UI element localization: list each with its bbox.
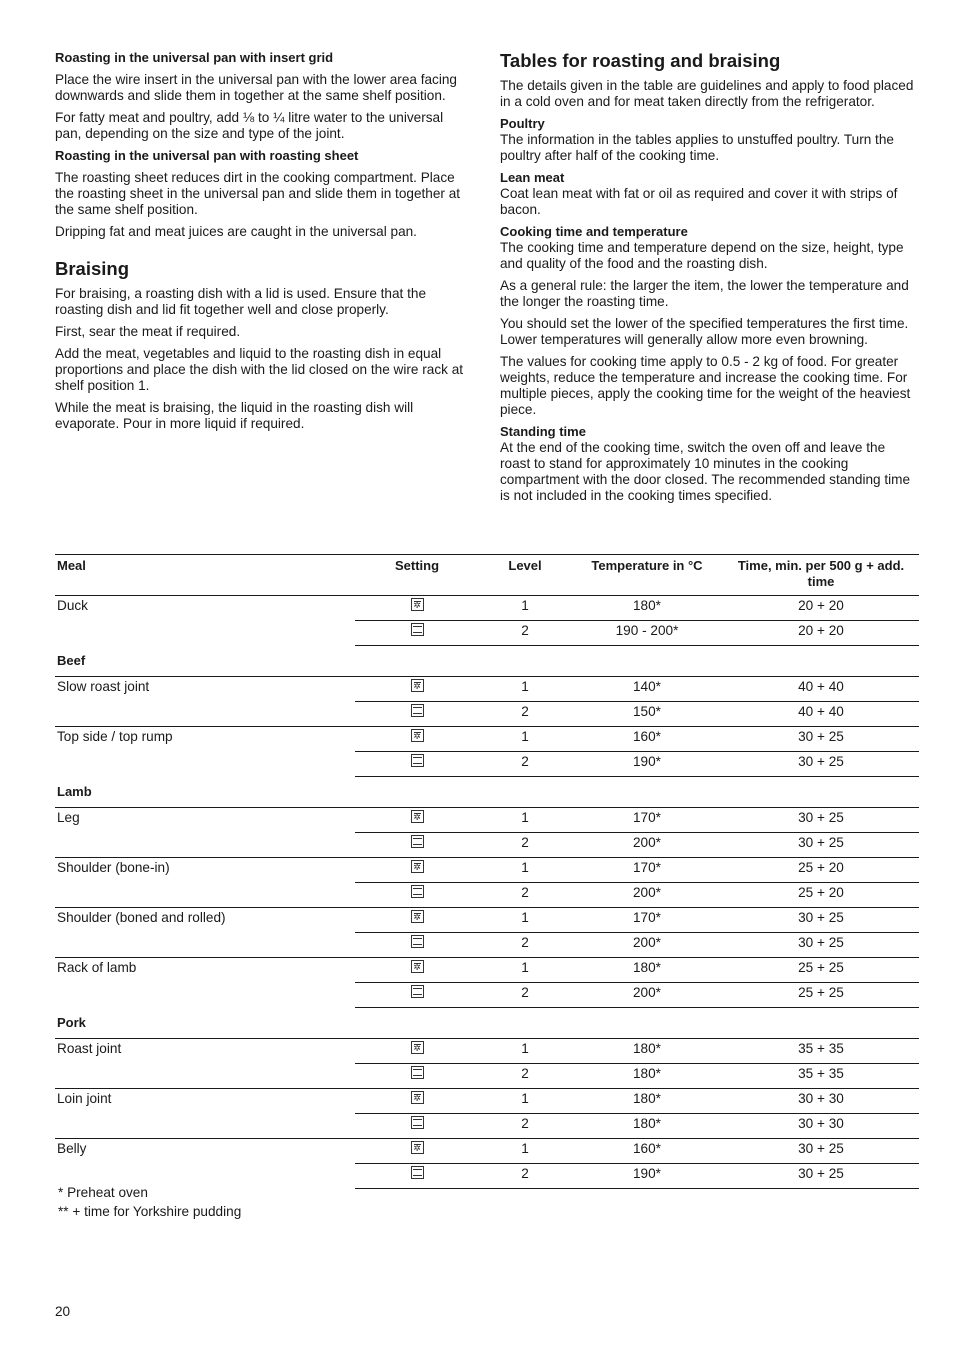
temperature-cell: 180* xyxy=(571,1114,723,1139)
time-cell: 30 + 25 xyxy=(723,752,919,777)
table-row xyxy=(55,808,919,833)
setting-cell xyxy=(355,933,479,958)
setting-cell xyxy=(355,1039,479,1064)
level-cell: 2 xyxy=(479,752,571,777)
time-cell: 30 + 30 xyxy=(723,1114,919,1139)
level-cell: 1 xyxy=(479,727,571,752)
temperature-cell: 170* xyxy=(571,908,723,933)
table-row xyxy=(55,1064,919,1089)
level-cell: 1 xyxy=(479,1089,571,1114)
footnote-yorkshire: ** + time for Yorkshire pudding xyxy=(58,1204,242,1219)
footnote-preheat: * Preheat oven xyxy=(58,1185,148,1200)
table-row xyxy=(55,958,919,983)
meal-cell: Roast joint xyxy=(57,1041,122,1056)
temperature-cell: 160* xyxy=(571,727,723,752)
table-row xyxy=(55,908,919,933)
category-label: Beef xyxy=(55,646,919,677)
header-level: Level xyxy=(479,555,571,596)
temperature-cell: 190 - 200* xyxy=(571,621,723,646)
setting-cell xyxy=(355,702,479,727)
time-cell: 30 + 25 xyxy=(723,1139,919,1164)
table-row xyxy=(55,1039,919,1064)
setting-cell xyxy=(355,596,479,621)
paragraph: The roasting sheet reduces dirt in the cooking compartment. Place the roasting sheet in the universal pan and slide them in together at the same shelf position. xyxy=(55,170,461,217)
paragraph: As a general rule: the larger the item, the lower the temperature and the longer the roasting time. xyxy=(500,278,909,309)
fan-grill-icon xyxy=(411,598,424,611)
level-cell: 2 xyxy=(479,933,571,958)
temperature-cell: 200* xyxy=(571,883,723,908)
paragraph-standing-time: At the end of the cooking time, switch the oven off and leave the roast to stand for approximately 10 minutes in the cooking compartment with the door closed. The recommended standing time is not included in the cooking times specified. xyxy=(500,440,911,503)
temperature-cell: 150* xyxy=(571,702,723,727)
page-number: 20 xyxy=(55,1304,71,1319)
fan-grill-icon xyxy=(411,810,424,823)
setting-cell xyxy=(355,727,479,752)
temperature-cell: 180* xyxy=(571,1089,723,1114)
top-bottom-heating-icon xyxy=(411,1166,424,1179)
footnotes xyxy=(58,1183,241,1221)
paragraph: For braising, a roasting dish with a lid is used. Ensure that the roasting dish and lid fit together well and close properly. xyxy=(55,286,427,317)
meal-cell: Loin joint xyxy=(57,1091,112,1106)
fan-grill-icon xyxy=(411,1041,424,1054)
fan-grill-icon xyxy=(411,729,424,742)
temperature-cell: 180* xyxy=(571,958,723,983)
setting-cell xyxy=(355,677,479,702)
meal-cell: Shoulder (boned and rolled) xyxy=(57,910,226,925)
setting-cell xyxy=(355,1114,479,1139)
paragraph: While the meat is braising, the liquid in the roasting dish will evaporate. Pour in more liquid if required. xyxy=(55,400,414,431)
table-row xyxy=(55,596,919,621)
table-row xyxy=(55,702,919,727)
heading-roasting-sheet: Roasting in the universal pan with roasting sheet xyxy=(55,148,359,163)
table-row xyxy=(55,858,919,883)
meal-cell: Belly xyxy=(57,1141,87,1156)
paragraph: Dripping fat and meat juices are caught in the universal pan. xyxy=(55,224,417,239)
meal-cell: Rack of lamb xyxy=(57,960,137,975)
meal-cell xyxy=(55,1114,355,1139)
top-bottom-heating-icon xyxy=(411,985,424,998)
setting-cell xyxy=(355,1064,479,1089)
top-bottom-heating-icon xyxy=(411,754,424,767)
fan-grill-icon xyxy=(411,1091,424,1104)
category-row-beef xyxy=(55,646,919,677)
setting-cell xyxy=(355,883,479,908)
top-bottom-heating-icon xyxy=(411,1116,424,1129)
setting-cell xyxy=(355,958,479,983)
time-cell: 40 + 40 xyxy=(723,702,919,727)
setting-cell xyxy=(355,752,479,777)
top-bottom-heating-icon xyxy=(411,704,424,717)
top-bottom-heating-icon xyxy=(411,935,424,948)
setting-cell xyxy=(355,833,479,858)
temperature-cell: 200* xyxy=(571,833,723,858)
temperature-cell: 170* xyxy=(571,808,723,833)
temperature-cell: 180* xyxy=(571,596,723,621)
setting-cell xyxy=(355,983,479,1008)
level-cell: 2 xyxy=(479,1164,571,1189)
time-cell: 35 + 35 xyxy=(723,1064,919,1089)
table-row xyxy=(55,983,919,1008)
level-cell: 1 xyxy=(479,808,571,833)
time-cell: 20 + 20 xyxy=(723,596,919,621)
level-cell: 1 xyxy=(479,1039,571,1064)
time-cell: 25 + 25 xyxy=(723,983,919,1008)
temperature-cell: 140* xyxy=(571,677,723,702)
roasting-table xyxy=(55,554,919,1189)
time-cell: 30 + 25 xyxy=(723,1164,919,1189)
level-cell: 2 xyxy=(479,1114,571,1139)
meal-cell: Shoulder (bone-in) xyxy=(57,860,170,875)
level-cell: 1 xyxy=(479,677,571,702)
meal-cell xyxy=(55,983,355,1008)
left-column xyxy=(55,50,471,438)
time-cell: 25 + 20 xyxy=(723,858,919,883)
time-cell: 30 + 25 xyxy=(723,908,919,933)
level-cell: 2 xyxy=(479,833,571,858)
setting-cell xyxy=(355,1139,479,1164)
level-cell: 2 xyxy=(479,883,571,908)
time-cell: 25 + 20 xyxy=(723,883,919,908)
paragraph: For fatty meat and poultry, add ⅛ to ¼ litre water to the universal pan, depending on the size and type of the joint. xyxy=(55,110,444,141)
meal-cell: Slow roast joint xyxy=(57,679,150,694)
temperature-cell: 180* xyxy=(571,1039,723,1064)
time-cell: 40 + 40 xyxy=(723,677,919,702)
table-header-row xyxy=(55,555,919,596)
paragraph: First, sear the meat if required. xyxy=(55,324,241,339)
category-row-lamb xyxy=(55,777,919,808)
setting-cell xyxy=(355,621,479,646)
temperature-cell: 200* xyxy=(571,983,723,1008)
table-row xyxy=(55,677,919,702)
meal-cell xyxy=(55,933,355,958)
level-cell: 1 xyxy=(479,958,571,983)
header-temperature: Temperature in °C xyxy=(571,555,723,596)
level-cell: 2 xyxy=(479,702,571,727)
setting-cell xyxy=(355,1164,479,1189)
time-cell: 30 + 25 xyxy=(723,727,919,752)
level-cell: 1 xyxy=(479,1139,571,1164)
heading-lean-meat: Lean meat xyxy=(500,170,565,185)
meal-cell xyxy=(55,883,355,908)
paragraph: The cooking time and temperature depend on the size, height, type and quality of the food and the roasting dish. xyxy=(500,240,904,271)
heading-braising: Braising xyxy=(55,258,130,279)
top-bottom-heating-icon xyxy=(411,623,424,636)
table-row xyxy=(55,727,919,752)
table-row xyxy=(55,833,919,858)
level-cell: 1 xyxy=(479,858,571,883)
table-row xyxy=(55,1139,919,1164)
top-bottom-heating-icon xyxy=(411,835,424,848)
temperature-cell: 200* xyxy=(571,933,723,958)
meal-cell xyxy=(55,621,355,646)
meal-cell xyxy=(55,833,355,858)
time-cell: 25 + 25 xyxy=(723,958,919,983)
table-row xyxy=(55,933,919,958)
fan-grill-icon xyxy=(411,679,424,692)
heading-poultry: Poultry xyxy=(500,116,545,131)
meal-cell: Duck xyxy=(57,598,88,613)
temperature-cell: 190* xyxy=(571,752,723,777)
fan-grill-icon xyxy=(411,1141,424,1154)
time-cell: 30 + 30 xyxy=(723,1089,919,1114)
heading-insert-grid: Roasting in the universal pan with insert grid xyxy=(55,50,334,65)
fan-grill-icon xyxy=(411,860,424,873)
category-row-pork xyxy=(55,1008,919,1039)
table-row xyxy=(55,752,919,777)
time-cell: 35 + 35 xyxy=(723,1039,919,1064)
level-cell: 2 xyxy=(479,621,571,646)
paragraph-lean-meat: Coat lean meat with fat or oil as required and cover it with strips of bacon. xyxy=(500,186,898,217)
time-cell: 30 + 25 xyxy=(723,933,919,958)
header-setting: Setting xyxy=(355,555,479,596)
meal-cell xyxy=(55,752,355,777)
paragraph-poultry: The information in the tables applies to unstuffed poultry. Turn the poultry after half of the cooking time. xyxy=(500,132,894,163)
meal-cell: Leg xyxy=(57,810,80,825)
level-cell: 1 xyxy=(479,908,571,933)
table-row xyxy=(55,621,919,646)
right-column xyxy=(500,50,918,510)
level-cell: 2 xyxy=(479,983,571,1008)
heading-standing-time: Standing time xyxy=(500,424,586,439)
temperature-cell: 180* xyxy=(571,1064,723,1089)
paragraph: The values for cooking time apply to 0.5 - 2 kg of food. For greater weights, reduce the temperature and increase the cooking time. For multiple pieces, apply the cooking time for the weight of the heaviest piece. xyxy=(500,354,911,417)
meal-cell xyxy=(55,1064,355,1089)
time-cell: 20 + 20 xyxy=(723,621,919,646)
temperature-cell: 170* xyxy=(571,858,723,883)
category-label: Lamb xyxy=(55,777,919,808)
paragraph-intro: The details given in the table are guidelines and apply to food placed in a cold oven and for meat taken directly from the refrigerator. xyxy=(500,78,914,109)
setting-cell xyxy=(355,1089,479,1114)
header-time: Time, min. per 500 g + add. time xyxy=(723,555,919,596)
meal-cell xyxy=(55,702,355,727)
top-bottom-heating-icon xyxy=(411,1066,424,1079)
fan-grill-icon xyxy=(411,910,424,923)
header-meal: Meal xyxy=(55,555,355,596)
paragraph: You should set the lower of the specified temperatures the first time. Lower temperatures will generally allow more even browning. xyxy=(500,316,909,347)
level-cell: 1 xyxy=(479,596,571,621)
setting-cell xyxy=(355,808,479,833)
paragraph: Add the meat, vegetables and liquid to the roasting dish in equal proportions and place the dish with the lid closed on the wire rack at shelf position 1. xyxy=(55,346,464,393)
temperature-cell: 160* xyxy=(571,1139,723,1164)
table-row xyxy=(55,883,919,908)
temperature-cell: 190* xyxy=(571,1164,723,1189)
time-cell: 30 + 25 xyxy=(723,833,919,858)
heading-tables: Tables for roasting and braising xyxy=(500,50,781,71)
category-label: Pork xyxy=(55,1008,919,1039)
table-row xyxy=(55,1114,919,1139)
fan-grill-icon xyxy=(411,960,424,973)
setting-cell xyxy=(355,908,479,933)
paragraph: Place the wire insert in the universal pan with the lower area facing downwards and slide them in together at the same shelf position. xyxy=(55,72,457,103)
setting-cell xyxy=(355,858,479,883)
heading-cooking-time: Cooking time and temperature xyxy=(500,224,688,239)
time-cell: 30 + 25 xyxy=(723,808,919,833)
meal-cell: Top side / top rump xyxy=(57,729,173,744)
top-bottom-heating-icon xyxy=(411,885,424,898)
level-cell: 2 xyxy=(479,1064,571,1089)
table-row xyxy=(55,1089,919,1114)
